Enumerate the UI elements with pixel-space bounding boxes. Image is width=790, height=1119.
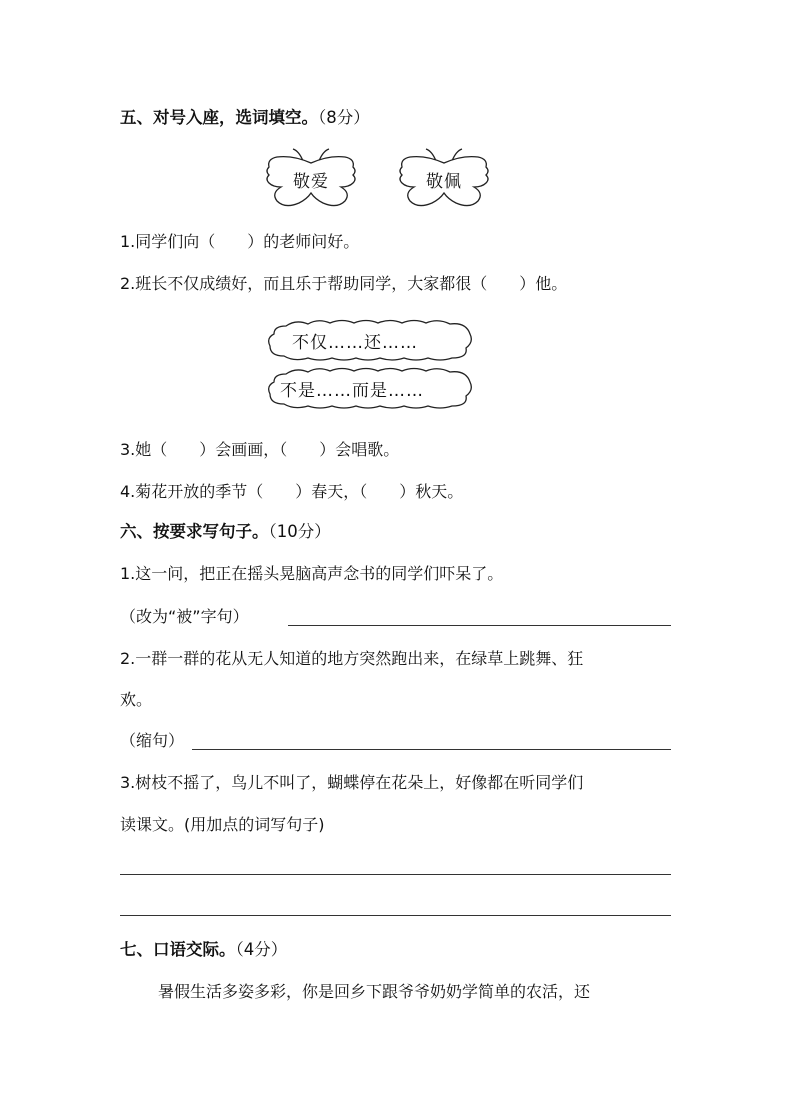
pattern-buji-hai: 不仅……还……	[292, 333, 418, 353]
section6-question-2-line2: 欢。	[120, 690, 153, 709]
section7-title: 七、口语交际。	[120, 940, 236, 959]
section5-question-2: 2.班长不仅成绩好，而且乐于帮助同学，大家都很（ ）他。	[120, 274, 568, 293]
section6-q2-prompt: （缩句）	[120, 731, 185, 750]
butterfly-card-1	[263, 147, 359, 213]
section6-heading	[120, 521, 331, 543]
section6-question-3-line1: 3.树枝不摇了，鸟儿不叫了，蝴蝶停在花朵上，好像都在听同学们	[120, 773, 584, 792]
answer-line-q3-a[interactable]	[120, 874, 671, 875]
section7-paragraph-line1: 暑假生活多姿多彩，你是回乡下跟爷爷奶奶学简单的农活，还	[158, 982, 591, 1001]
section5-heading	[120, 107, 370, 129]
section6-title: 六、按要求写句子。	[120, 522, 269, 541]
section5-question-4: 4.菊花开放的季节（ ）春天，（ ）秋天。	[120, 482, 464, 501]
section5-question-3: 3.她（ ）会画画，（ ）会唱歌。	[120, 440, 400, 459]
section6-q1-prompt: （改为“被”字句）	[120, 607, 249, 626]
butterfly-card-2	[396, 147, 492, 213]
section5-question-1: 1.同学们向（ ）的老师问好。	[120, 232, 360, 251]
answer-line-q1[interactable]	[288, 625, 671, 626]
section5-points: （8分）	[318, 108, 370, 127]
option-jingai: 敬爱	[293, 172, 329, 192]
option-jingpei: 敬佩	[426, 172, 462, 192]
section5-title: 五、对号入座，选词填空。	[120, 108, 318, 127]
section6-question-2-line1: 2.一群一群的花从无人知道的地方突然跑出来，在绿草上跳舞、狂	[120, 649, 584, 668]
section6-question-3-line2: 读课文。(用加点的词写句子)	[120, 815, 325, 834]
answer-line-q3-b[interactable]	[120, 915, 671, 916]
section7-points: （4分）	[235, 940, 288, 959]
cloud-card-2	[266, 366, 474, 410]
section6-points: （10分）	[268, 522, 331, 541]
pattern-bushi-ershi: 不是……而是……	[280, 381, 424, 401]
answer-line-q2[interactable]	[192, 749, 671, 750]
section7-heading	[120, 939, 287, 961]
section6-question-1: 1.这一问，把正在摇头晃脑高声念书的同学们吓呆了。	[120, 564, 504, 583]
cloud-card-1	[266, 318, 474, 362]
